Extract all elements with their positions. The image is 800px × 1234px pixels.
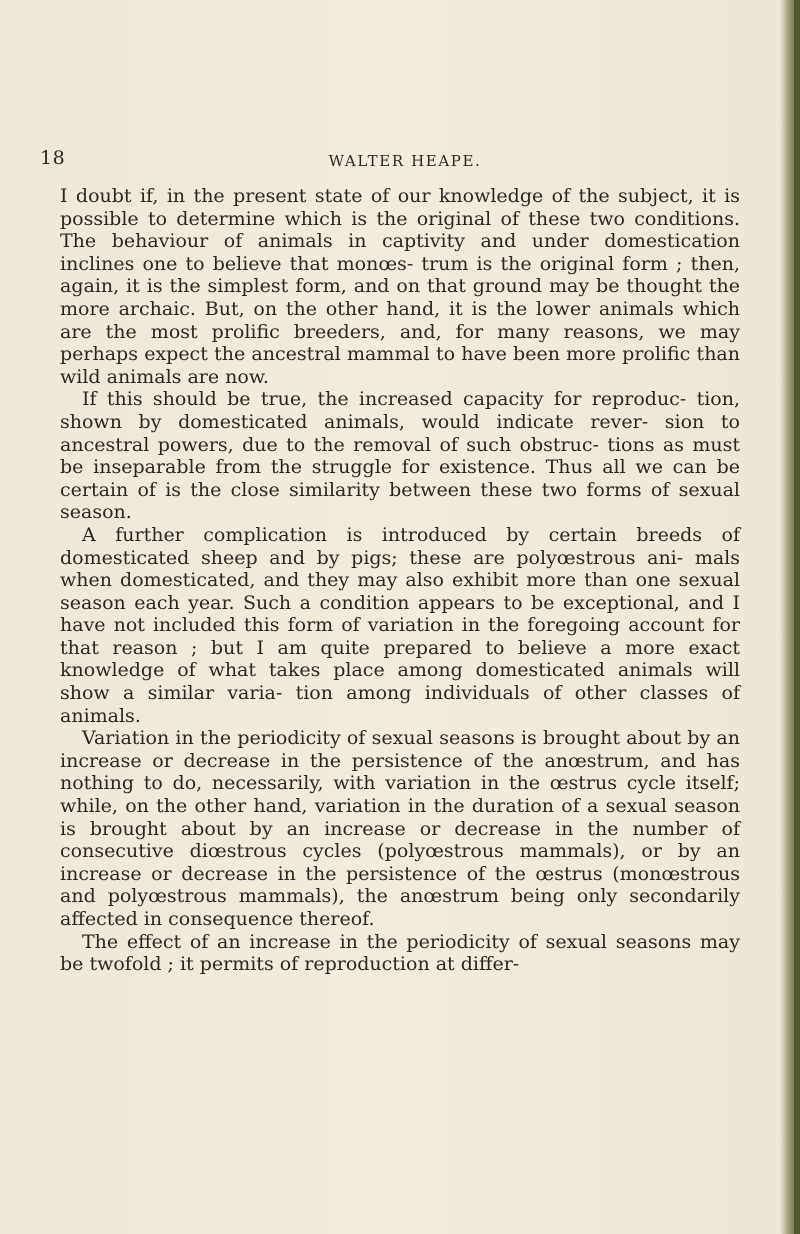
running-title: WALTER HEAPE. <box>328 152 482 170</box>
body-text <box>60 185 740 976</box>
paragraph: I doubt if, in the present state of our knowledge of the subject, it is possible to determine which is the original of these two conditions. The behaviour of animals in captivity and under domestication inclines one to believe that monœs- trum is the original form ; then, again, it is the simplest form, and on that ground may be thought the more archaic. But, on the other hand, it is the lower animals which are the most prolific breeders, and, for many reasons, we may perhaps expect the ancestral mammal to have been more prolific than wild animals are now. <box>60 185 740 388</box>
paragraph: If this should be true, the increased capacity for reproduc- tion, shown by domesticated animals, would indicate rever- sion to ancestral powers, due to the removal of such obstruc- tions as must be inseparable from the struggle for existence. Thus all we can be certain of is the close similarity between these two forms of sexual season. <box>60 388 740 524</box>
paragraph: A further complication is introduced by certain breeds of domesticated sheep and by pigs; these are polyœstrous ani- mals when domesticated, and they may also exhibit more than one sexual season each year. Such a condition appears to be exceptional, and I have not included this form of variation in the foregoing account for that reason ; but I am quite prepared to believe a more exact knowledge of what takes place among domesticated animals will show a similar varia- tion among individuals of other classes of animals. <box>60 523 740 727</box>
paragraph: Variation in the periodicity of sexual seasons is brought about by an increase or decrease in the persistence of the anœstrum, and has nothing to do, necessarily, with variation in the œstrus cycle itself; while, on the other hand, variation in the duration of a sexual season is brought about by an increase or decrease in the number of consecutive diœstrous cycles (polyœstrous mammals), or by an increase or decrease in the persistence of the œstrus (monœstrous and polyœstrous mammals), the anœstrum being only secondarily affected in consequence thereof. <box>60 727 740 930</box>
page-number: 18 <box>40 147 66 169</box>
page-edge <box>794 0 800 1234</box>
paragraph: The effect of an increase in the periodicity of sexual seasons may be twofold ; it permits of reproduction at differ- <box>60 930 740 976</box>
